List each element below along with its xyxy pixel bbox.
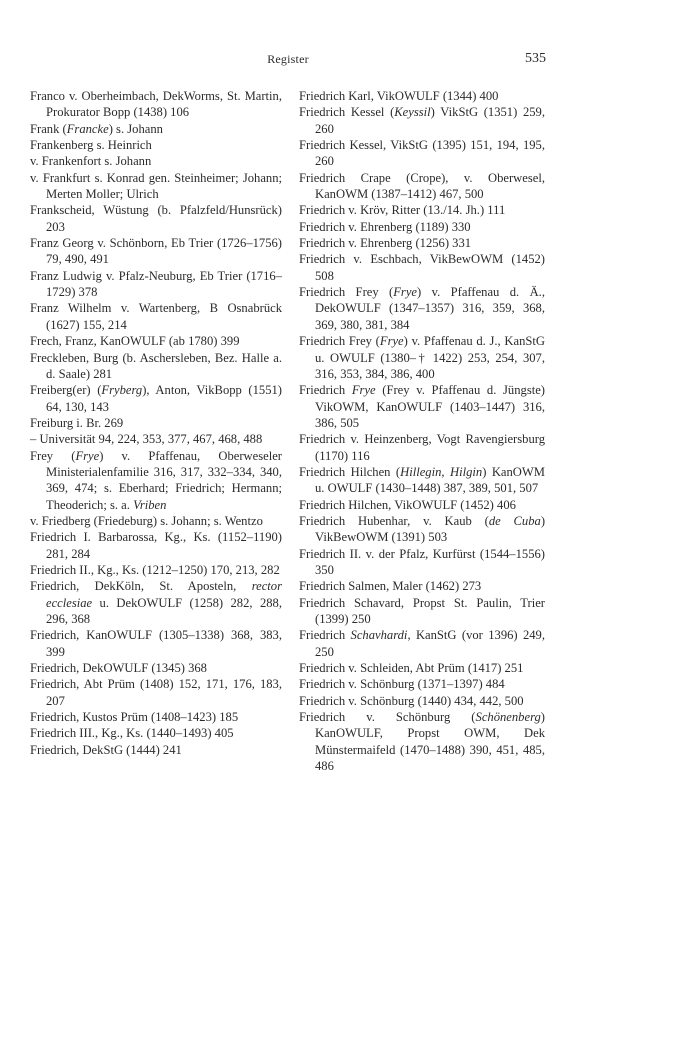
index-entry: Franz Georg v. Schönborn, Eb Trier (1726–1756) 79, 490, 491 — [30, 236, 282, 267]
index-entry: Friedrich Karl, VikOWULF (1344) 400 — [299, 89, 499, 103]
index-entry: Frankscheid, Wüstung (b. Pfalzfeld/Hunsrück) 203 — [30, 203, 282, 234]
index-entry: Friedrich III., Kg., Ks. (1440–1493) 405 — [30, 726, 234, 741]
index-entry: Friedrich Frey (Frye) v. Pfaffenau d. J., KanStG u. OWULF (1380–† 1422) 253, 254, 307, 316, 353, 384, 386, 400 — [299, 334, 545, 381]
index-entry: Friedrich, DekStG (1444) 241 — [30, 742, 182, 757]
index-entry: Friedrich Kessel, VikStG (1395) 151, 194, 195, 260 — [299, 138, 545, 169]
index-entry: Friedrich Salmen, Maler (1462) 273 — [299, 579, 482, 594]
index-entry: Franco v. Oberheimbach, DekWorms, St. Martin, Prokurator Bopp (1438) 106 — [30, 89, 282, 120]
index-entry: Friedrich v. Heinzenberg, Vogt Ravengiersburg (1170) 116 — [299, 432, 545, 463]
index-entry: Friedrich Schavhardi, KanStG (vor 1396) 249, 250 — [299, 628, 545, 659]
index-entry: Friedrich I. Barbarossa, Kg., Ks. (1152–1190) 281, 284 — [30, 530, 282, 561]
index-entry: Friedrich v. Kröv, Ritter (13./14. Jh.) 111 — [299, 203, 506, 218]
index-entry: Freiburg i. Br. 269 — [30, 415, 124, 430]
index-entry: Friedrich, DekKöln, St. Aposteln, rector ecclesiae u. DekOWULF (1258) 282, 288, 296, 368 — [30, 579, 282, 626]
index-entry: Friedrich Hilchen (Hillegin, Hilgin) KanOWM u. OWULF (1430–1448) 387, 389, 501, 507 — [299, 464, 545, 496]
index-entry: Freiberg(er) (Fryberg), Anton, VikBopp (1551) 64, 130, 143 — [30, 383, 283, 414]
page-header — [0, 52, 700, 72]
page-number: 535 — [525, 51, 546, 66]
index-entry: Freckleben, Burg (b. Aschersleben, Bez. Halle a. d. Saale) 281 — [30, 350, 282, 381]
index-entry: Friedrich Crape (Crope), v. Oberwesel, KanOWM (1387–1412) 467, 500 — [299, 170, 545, 202]
index-entry: Friedrich Hubenhar, v. Kaub (de Cuba) VikBewOWM (1391) 503 — [299, 513, 546, 545]
index-entry: Franz Wilhelm v. Wartenberg, B Osnabrück (1627) 155, 214 — [30, 301, 282, 332]
index-entry: Friedrich v. Ehrenberg (1189) 330 — [299, 219, 471, 234]
index-entry: Friedrich v. Ehrenberg (1256) 331 — [299, 236, 472, 251]
index-entry: Frey (Frye) v. Pfaffenau, Oberweseler Ministerialenfamilie 316, 317, 332–334, 340, 369, 474; s. Eberhard; Friedrich; Hermann; Theoderich; s. a. Vriben — [30, 448, 282, 512]
index-entry: v. Frankenfort s. Johann — [30, 154, 152, 169]
index-entry: Friedrich v. Schönburg (1440) 434, 442, 500 — [299, 693, 524, 708]
index-entry: Friedrich Frye (Frey v. Pfaffenau d. Jüngste) VikOWM, KanOWULF (1403–1447) 316, 386, 505 — [299, 383, 546, 430]
index-entry: Friedrich v. Schleiden, Abt Prüm (1417) 251 — [299, 661, 524, 676]
index-entry: Friedrich II. v. der Pfalz, Kurfürst (1544–1556) 350 — [299, 546, 545, 577]
index-entry: v. Frankfurt s. Konrad gen. Steinheimer; Johann; Merten Moller; Ulrich — [30, 170, 282, 202]
index-entry: – Universität 94, 224, 353, 377, 467, 468, 488 — [30, 432, 263, 447]
index-entry: Friedrich v. Schönburg (Schönenberg) KanOWULF, Propst OWM, Dek Münstermaifeld (1470–1488) 390, 451, 485, 486 — [299, 710, 545, 774]
index-entry: Friedrich Frey (Frye) v. Pfaffenau d. Ä., DekOWULF (1347–1357) 316, 359, 368, 369, 380, 381, 384 — [299, 285, 545, 332]
index-entry: Friedrich Kessel (Keyssil) VikStG (1351) 259, 260 — [299, 105, 545, 136]
index-entry: Friedrich Hilchen, VikOWULF (1452) 406 — [299, 497, 516, 512]
index-entry: Friedrich v. Schönburg (1371–1397) 484 — [299, 677, 505, 692]
index-entry: Franz Ludwig v. Pfalz-Neuburg, Eb Trier (1716–1729) 378 — [30, 268, 282, 300]
index-entry: v. Friedberg (Friedeburg) s. Johann; s. Wentzo — [30, 513, 263, 528]
running-title: Register — [267, 52, 309, 66]
index-entry: Friedrich, DekOWULF (1345) 368 — [30, 661, 207, 676]
index-entry: Friedrich, KanOWULF (1305–1338) 368, 383, 399 — [30, 628, 282, 659]
index-entry: Frank (Francke) s. Johann — [30, 121, 163, 136]
left-column — [30, 88, 282, 758]
index-entry: Friedrich, Kustos Prüm (1408–1423) 185 — [30, 710, 239, 725]
index-entry: Friedrich II., Kg., Ks. (1212–1250) 170, 213, 282 — [30, 562, 280, 577]
index-entry: Friedrich v. Eschbach, VikBewOWM (1452) 508 — [299, 252, 545, 283]
index-entry: Frankenberg s. Heinrich — [30, 138, 152, 153]
index-entry: Friedrich, Abt Prüm (1408) 152, 171, 176, 183, 207 — [30, 677, 282, 708]
right-column — [299, 88, 545, 774]
index-entry: Frech, Franz, KanOWULF (ab 1780) 399 — [30, 334, 240, 349]
index-entry: Friedrich Schavard, Propst St. Paulin, Trier (1399) 250 — [299, 595, 545, 626]
